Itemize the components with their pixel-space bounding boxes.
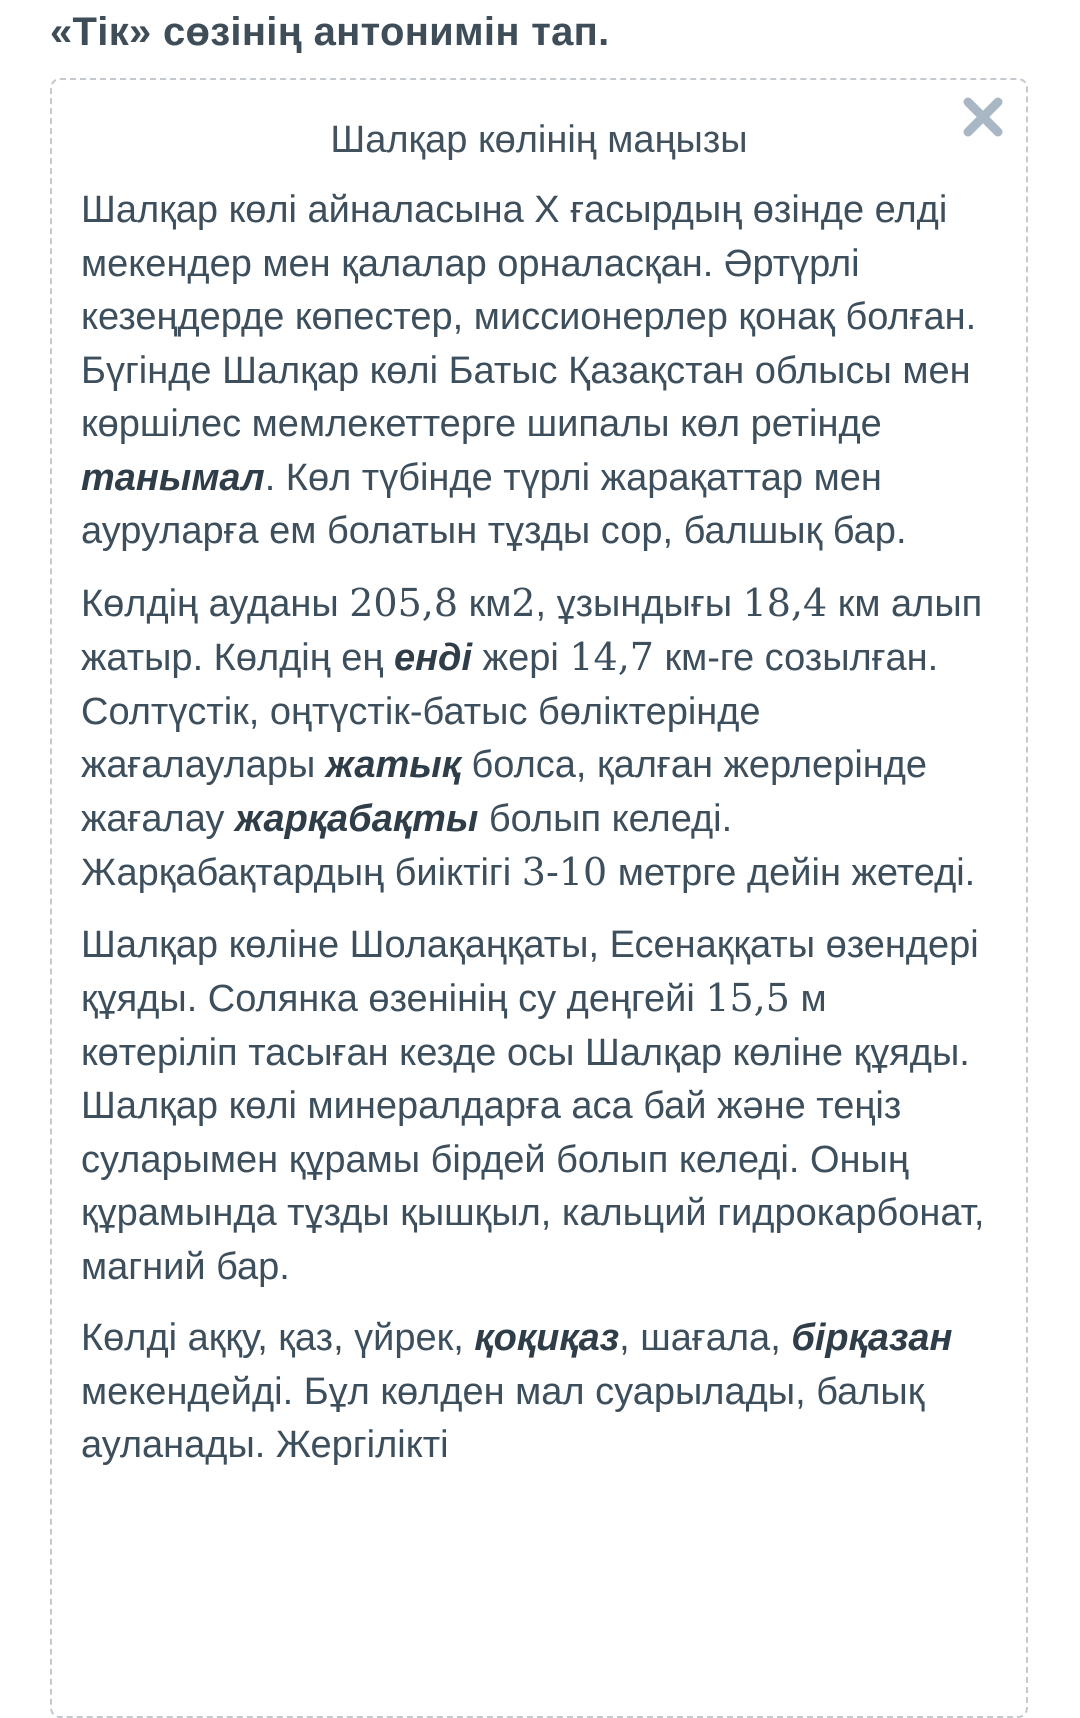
paragraph-text: мекендейді. Бұл көлден мал суарылады, балық ауланады. Жергілікті [81, 1370, 925, 1466]
paragraph-text: Шалқар көліне Шолақаңқаты, Есенаққаты өзендері құяды. Солянка өзенінің су деңгейі [81, 923, 979, 1020]
paragraph-text: жері [472, 637, 570, 679]
number-value: 14,7 [569, 635, 654, 679]
close-icon [960, 94, 1006, 140]
passage-title: Шалқар көлінің маңызы [330, 119, 748, 161]
number-value: 18,4 [742, 580, 828, 625]
paragraph-text: . Көл түбінде түрлі жарақаттар мен ауруларға ем болатын тұзды сор, балшық бар. [81, 456, 907, 552]
number-value: 2 [511, 580, 536, 625]
number-value: 3-10 [521, 850, 608, 894]
paragraph-text: , шағала, [619, 1317, 792, 1359]
number-value: 15,5 [705, 976, 790, 1020]
passage-paragraph [81, 577, 986, 901]
emphasized-word: қоқиқаз [474, 1317, 620, 1359]
question-text: «Тік» сөзінің антонимін тап. [50, 10, 610, 54]
paragraph-text: Шалқар көлі айналасына Х ғасырдың өзінде елді мекендер мен қалалар орналасқан. Әртүрлі кезеңдерде көпестер, миссионерлер қонақ болған. Бүгінде Шалқар көлі Батыс Қазақстан облысы мен көршілес мемлекеттерге шипалы көл ретінде [81, 189, 977, 445]
emphasized-word: танымал [81, 456, 265, 499]
emphasized-word: бірқазан [791, 1317, 953, 1359]
paragraph-text: км-ге созылған. Солтүстік, оңтүстік-батыс бөліктерінде жағалаулары [81, 637, 939, 786]
paragraph-text: м көтеріліп тасыған кезде осы Шалқар көліне құяды. Шалқар көлі минералдарға аса бай және теңіз суларымен құрамы бірдей болып келеді. Оның құрамында тұзды қышқыл, кальций гидрокарбонат, магний бар. [81, 978, 985, 1288]
emphasized-word: енді [393, 637, 473, 679]
reading-passage-card [50, 78, 1028, 1718]
paragraph-text: Көлдің ауданы [81, 582, 350, 625]
close-button[interactable] [960, 94, 1006, 140]
emphasized-word: жатық [325, 744, 461, 786]
paragraph-text: км алып жатыр. Көлдің ең [81, 582, 983, 679]
paragraph-text: метрге дейін жетеді. [607, 852, 976, 894]
number-value: 205,8 [349, 580, 459, 625]
paragraph-text: болса, қалған жерлерінде жағалау [81, 744, 928, 840]
paragraph-text: болып келеді. Жарқабақтардың биіктігі [81, 797, 733, 894]
passage-paragraph [81, 919, 986, 1295]
passage-body [81, 184, 986, 1491]
passage-paragraph [81, 1312, 986, 1473]
passage-paragraph [81, 184, 986, 559]
paragraph-text: км [458, 582, 512, 625]
emphasized-word: жарқабақты [235, 797, 479, 840]
paragraph-text: Көлді аққу, қаз, үйрек, [81, 1317, 475, 1359]
paragraph-text: , ұзындығы [535, 582, 743, 625]
